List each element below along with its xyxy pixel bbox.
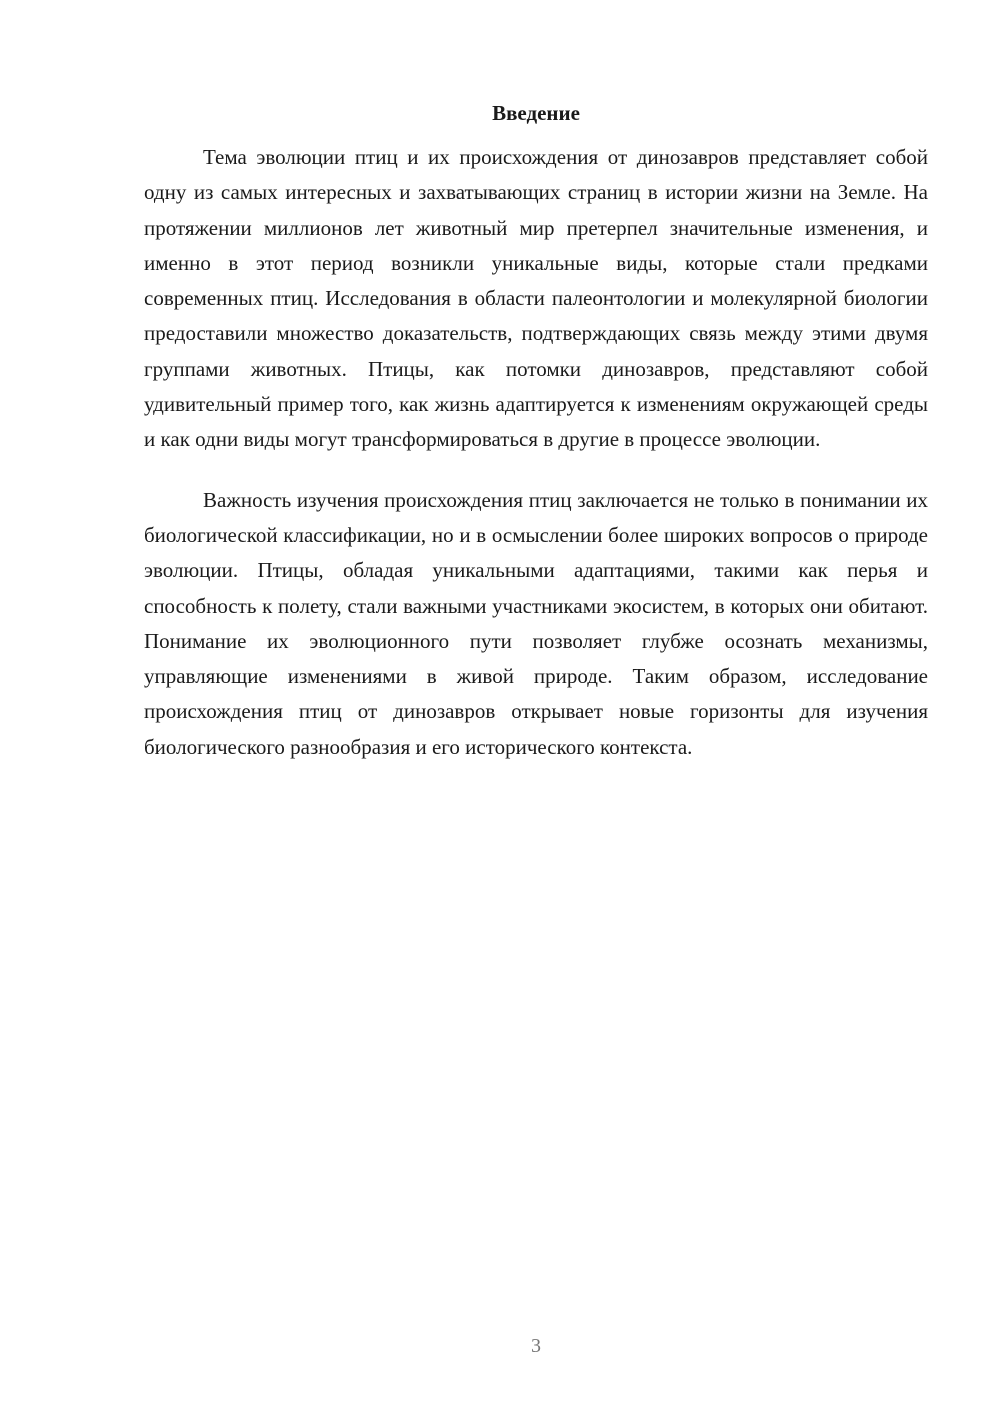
paragraph-2: Важность изучения происхождения птиц заключается не только в понимании их биологической классификации, но и в осмыслении более широких вопросов о природе эволюции. Птицы, обладая уникальными адаптациями, такими как перья и способность к полету, стали важными участниками экосистем, в которых они обитают. Понимание их эволюционного пути позволяет глубже осознать механизмы, управляющие изменениями в живой природе. Таким образом, исследование происхождения птиц от динозавров открывает новые горизонты для изучения биологического разнообразия и его исторического контекста. [144,487,928,759]
page-number: 3 [531,1335,541,1357]
paragraph-1: Тема эволюции птиц и их происхождения от динозавров представляет собой одну из самых интересных и захватывающих страниц в истории жизни на Земле. На протяжении миллионов лет животный мир претерпел значительные изменения, и именно в этот период возникли уникальные виды, которые стали предками современных птиц. Исследования в области палеонтологии и молекулярной биологии предоставили множество доказательств, подтверждающих связь между этими двумя группами животных. Птицы, как потомки динозавров, представляют собой удивительный пример того, как жизнь адаптируется к изменениям окружающей среды и как одни виды могут трансформироваться в другие в процессе эволюции. [144,145,928,452]
section-heading: Введение [492,101,580,125]
page-content [144,96,928,765]
